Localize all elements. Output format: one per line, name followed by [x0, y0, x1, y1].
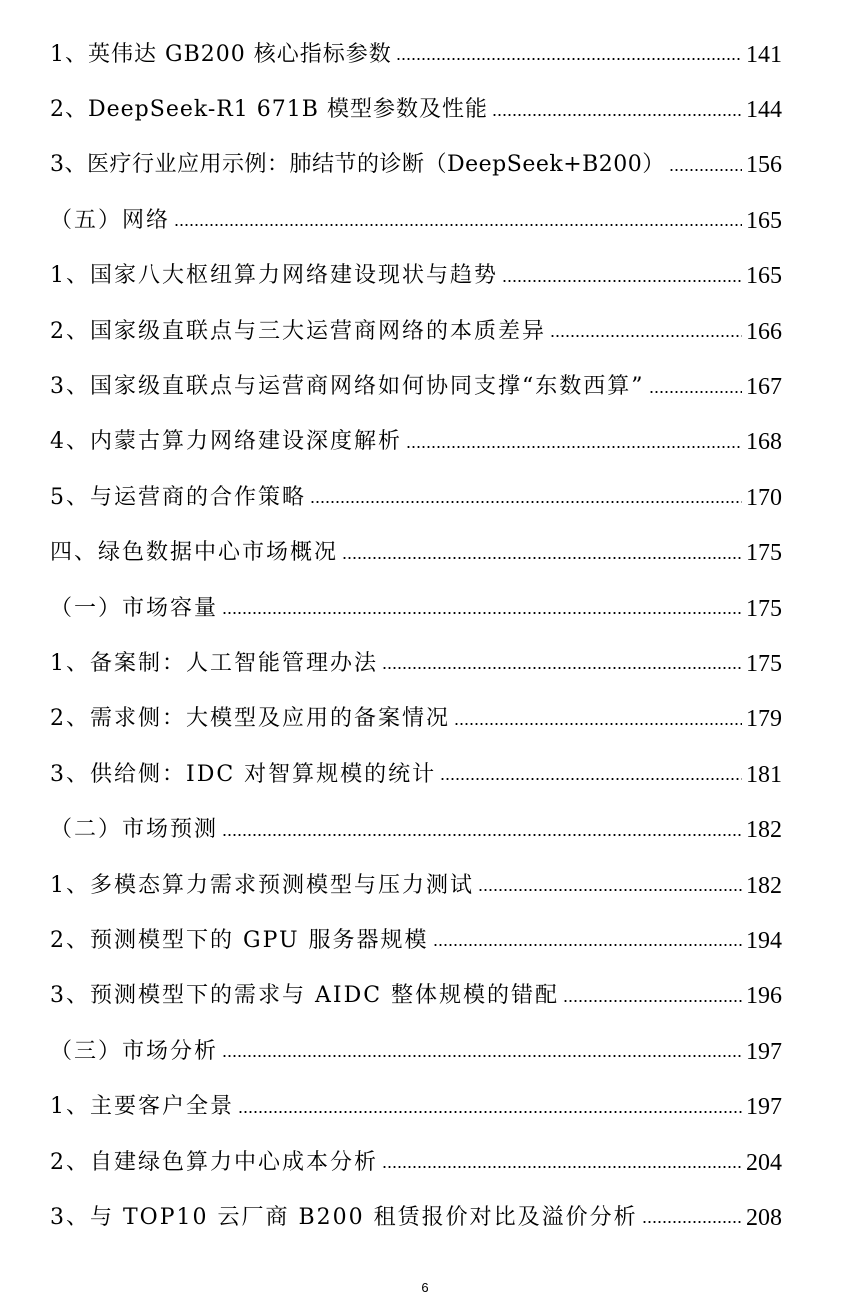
toc-entry[interactable]	[50, 526, 782, 581]
toc-entry-title: 4、内蒙古算力网络建设深度解析	[50, 429, 402, 455]
toc-dot-leader	[222, 1054, 742, 1058]
toc-entry[interactable]	[50, 470, 782, 525]
toc-entry-page: 179	[746, 706, 782, 733]
toc-dot-leader	[310, 500, 742, 504]
toc-entry[interactable]	[50, 1079, 782, 1134]
toc-dot-leader	[433, 943, 742, 947]
toc-dot-leader	[502, 279, 742, 283]
toc-dot-leader	[406, 445, 742, 449]
toc-entry-title: 2、自建绿色算力中心成本分析	[50, 1149, 378, 1175]
toc-dot-leader	[174, 223, 742, 227]
toc-entry-page: 194	[746, 927, 782, 954]
toc-entry-title: （二）市场预测	[50, 817, 219, 843]
toc-entry[interactable]	[50, 415, 782, 470]
toc-dot-leader	[222, 611, 742, 615]
toc-entry-page: 182	[746, 872, 782, 899]
toc-entry[interactable]	[50, 692, 782, 747]
toc-entry-page: 156	[746, 152, 782, 179]
toc-entry-page: 166	[746, 318, 782, 345]
toc-entry-page: 144	[746, 97, 782, 124]
toc-entry-page: 204	[746, 1149, 782, 1176]
toc-entry-title: （三）市场分析	[50, 1038, 219, 1064]
toc-entry-title: 5、与运营商的合作策略	[50, 484, 306, 510]
toc-entry-title: 3、国家级直联点与运营商网络如何协同支撑“东数西算”	[50, 374, 645, 400]
toc-dot-leader	[478, 888, 742, 892]
toc-dot-leader	[222, 833, 742, 837]
toc-entry-title: 1、多模态算力需求预测模型与压力测试	[50, 872, 474, 898]
toc-entry-page: 208	[746, 1204, 782, 1231]
toc-entry[interactable]	[50, 858, 782, 913]
toc-entry[interactable]	[50, 27, 782, 82]
toc-dot-leader	[649, 390, 743, 394]
toc-entry[interactable]	[50, 1190, 782, 1245]
toc-dot-leader	[454, 722, 742, 726]
toc-entry-page: 175	[746, 650, 782, 677]
toc-entry[interactable]	[50, 636, 782, 691]
toc-entry-page: 141	[746, 41, 782, 68]
toc-entry-title: 3、供给侧：IDC 对智算规模的统计	[50, 761, 437, 787]
toc-dot-leader	[396, 57, 742, 61]
toc-entry-title: 四、绿色数据中心市场概况	[50, 540, 339, 566]
toc-entry[interactable]	[50, 82, 782, 137]
toc-entry-title: 3、预测模型下的需求与 AIDC 整体规模的错配	[50, 983, 560, 1009]
toc-entry-page: 181	[746, 761, 782, 788]
toc-entry[interactable]	[50, 747, 782, 802]
toc-entry-page: 175	[746, 595, 782, 622]
toc-entry-title: 2、预测模型下的 GPU 服务器规模	[50, 927, 429, 953]
toc-entry-title: 2、国家级直联点与三大运营商网络的本质差异	[50, 318, 546, 344]
toc-entry[interactable]	[50, 138, 782, 193]
toc-entry[interactable]	[50, 249, 782, 304]
toc-entry[interactable]	[50, 359, 782, 414]
toc-entry-title: 2、需求侧：大模型及应用的备案情况	[50, 706, 450, 732]
toc-entry-page: 197	[746, 1094, 782, 1121]
toc-dot-leader	[492, 113, 742, 117]
toc-entry[interactable]	[50, 581, 782, 636]
toc-entry-title: 3、与 TOP10 云厂商 B200 租赁报价对比及溢价分析	[50, 1204, 638, 1230]
toc-entry[interactable]	[50, 913, 782, 968]
toc-dot-leader	[440, 777, 742, 781]
toc-entry-page: 197	[746, 1038, 782, 1065]
toc-entry-page: 165	[746, 263, 782, 290]
toc-dot-leader	[642, 1220, 742, 1224]
table-of-contents	[50, 27, 782, 1246]
toc-entry[interactable]	[50, 1024, 782, 1079]
toc-entry-title: 1、国家八大枢纽算力网络建设现状与趋势	[50, 263, 498, 289]
toc-dot-leader	[342, 556, 742, 560]
page-number: 6	[421, 1280, 429, 1295]
toc-entry-title: 1、英伟达 GB200 核心指标参数	[50, 41, 392, 67]
toc-entry-page: 167	[746, 374, 782, 401]
toc-dot-leader	[550, 334, 742, 338]
toc-dot-leader	[382, 666, 742, 670]
toc-entry[interactable]	[50, 304, 782, 359]
toc-dot-leader	[669, 168, 742, 172]
toc-entry-title: 1、备案制：人工智能管理办法	[50, 650, 378, 676]
toc-entry-title: （五）网络	[50, 207, 171, 233]
toc-entry-title: 3、医疗行业应用示例：肺结节的诊断（DeepSeek+B200）	[50, 152, 665, 178]
toc-entry[interactable]	[50, 1135, 782, 1190]
toc-entry-page: 175	[746, 540, 782, 567]
toc-dot-leader	[382, 1165, 742, 1169]
toc-entry-page: 165	[746, 207, 782, 234]
toc-dot-leader	[563, 999, 742, 1003]
toc-entry-title: 1、主要客户全景	[50, 1094, 234, 1120]
toc-entry[interactable]	[50, 802, 782, 857]
toc-dot-leader	[238, 1110, 742, 1114]
toc-entry-page: 170	[746, 484, 782, 511]
toc-entry[interactable]	[50, 193, 782, 248]
toc-entry-page: 196	[746, 983, 782, 1010]
toc-entry-title: 2、DeepSeek-R1 671B 模型参数及性能	[50, 97, 488, 123]
toc-entry-page: 182	[746, 817, 782, 844]
toc-entry[interactable]	[50, 969, 782, 1024]
toc-entry-page: 168	[746, 429, 782, 456]
toc-entry-title: （一）市场容量	[50, 595, 219, 621]
